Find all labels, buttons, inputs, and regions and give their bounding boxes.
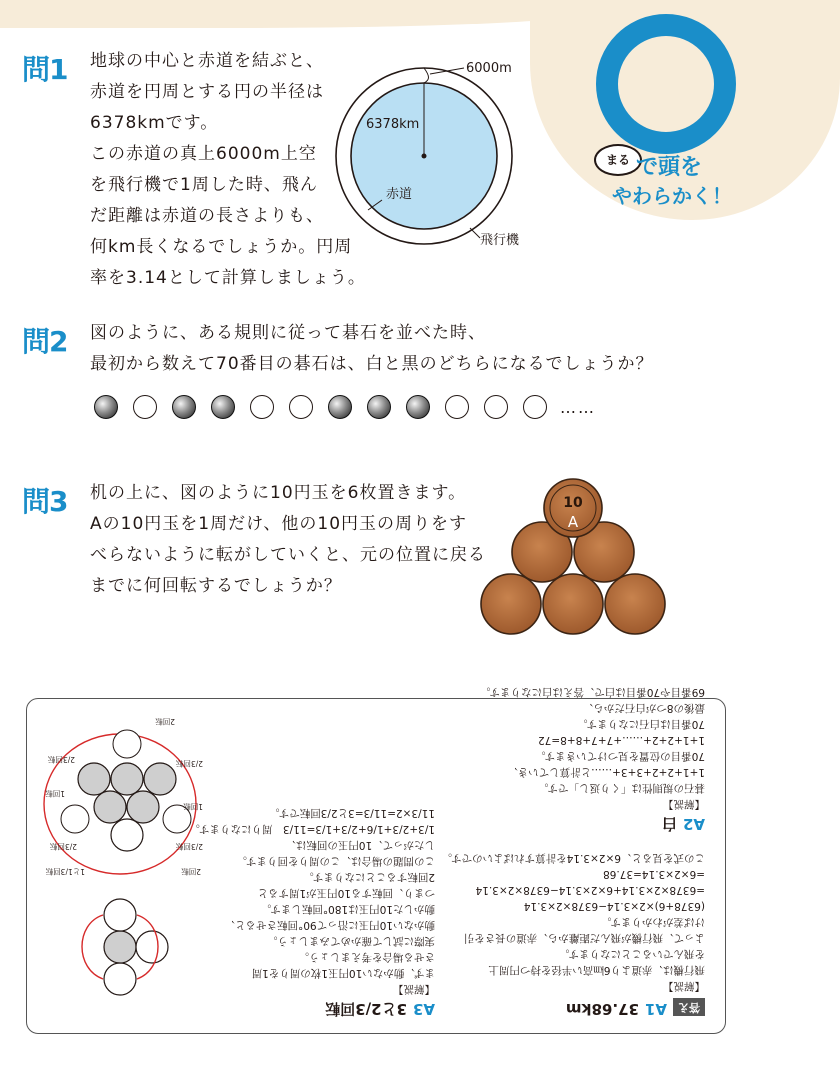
coin-row-bottom <box>481 574 665 634</box>
fixed-coin <box>127 791 159 823</box>
answer-3-label: A3 <box>412 1000 435 1018</box>
fixed-coin <box>144 763 176 795</box>
answer-box <box>26 686 726 1034</box>
q3-line: までに何回転するでしょうか？ <box>90 576 342 596</box>
a1-line: =6×2×3.14=37.68 <box>603 868 705 880</box>
a2-line: 碁石の規則性は「くり返し」です。 <box>537 782 705 794</box>
q3-line: 机の上に、図のように10円玉を6枚置きます。 <box>90 483 467 503</box>
center-point <box>422 154 427 159</box>
fixed-coin <box>78 763 110 795</box>
a2-line: 70番目は白石になります。 <box>576 718 705 730</box>
coin-triangle-diagram <box>478 478 678 658</box>
plane-leader-line <box>470 228 480 238</box>
q3-line: べらないように転がしていくと、元の位置に戻る <box>90 545 486 565</box>
q3-line: Aの10円玉を1周だけ、他の10円玉の周りをす <box>90 514 468 534</box>
a2-line: 最後の8つが白石だから、 <box>582 702 705 714</box>
coin <box>113 730 141 758</box>
rotation-label: 2/3回転 <box>47 755 75 764</box>
earth-orbit-diagram <box>330 50 530 250</box>
a3-line: 動かない10円玉に沿って90°回転させると、 <box>224 919 435 931</box>
coin <box>136 931 168 963</box>
a1-line: よって、飛行機が飛んだ距離から、赤道の長さを引 <box>463 932 705 944</box>
a3-line: 1/3+2/3+1/6+2/3+1/3=11/3 周りになります。 <box>189 823 435 835</box>
rotation-label: 1回転 <box>183 802 203 811</box>
rotation-label: 2/3回転 <box>175 759 203 768</box>
black-go-stone <box>367 395 391 419</box>
altitude-label: 6000m <box>466 61 512 76</box>
q1-line: 何km長くなるでしょうか。円周 <box>90 237 353 257</box>
rotation-label: 2回転 <box>181 867 201 876</box>
q1-line: 地球の中心と赤道を結ぶと、 <box>90 51 324 71</box>
top-background-band <box>0 0 600 28</box>
a2-line: 1+1+2+2+3+3+……と計算していき、 <box>507 766 705 778</box>
a3-line: この問題の場合は、この周りを回ります。 <box>236 855 435 867</box>
rotation-label: 1回転 <box>45 789 65 798</box>
coin <box>543 574 603 634</box>
coin-a <box>544 479 602 537</box>
answer-1-heading <box>480 998 705 1017</box>
coin <box>605 574 665 634</box>
answer-1-value: 37.68km <box>565 1000 639 1018</box>
stone-ellipsis: …… <box>560 397 596 417</box>
answer-2-label: A2 <box>682 815 705 833</box>
q1-line: だ距離は赤道の長さよりも、 <box>90 206 324 226</box>
white-go-stone <box>289 395 313 419</box>
white-go-stone <box>523 395 547 419</box>
coin <box>111 819 143 851</box>
a3-line: させる場合を考えましょう。 <box>298 951 435 963</box>
plane-label: 飛行機 <box>480 233 520 248</box>
rotation-label: 1と1/3回転 <box>45 867 85 876</box>
answer-1-column <box>441 684 705 1018</box>
answer-3-figures <box>35 709 205 1019</box>
q1-line: を飛行機で1周した時、飛ん <box>90 175 318 195</box>
fixed-coin <box>111 763 143 795</box>
rotation-label: 2/3回転 <box>49 842 77 851</box>
question-3-text <box>90 478 486 602</box>
single-coin-rotation-figure <box>82 899 168 995</box>
white-go-stone <box>484 395 508 419</box>
answer-1-label: A1 <box>644 1000 667 1018</box>
a2-line: 69番目や70番目は白で、答えは白になります。 <box>479 686 705 698</box>
black-go-stone <box>172 395 196 419</box>
question-2-label: 問2 <box>22 325 68 358</box>
answer-3-column <box>189 805 435 1018</box>
a3-line: 実際に試して確かめてみましょう。 <box>267 935 435 947</box>
logo-speech-bubble: まる <box>594 144 642 176</box>
answer-3-heading <box>235 1001 435 1017</box>
a3-line: 動かした10円玉は180°回転します。 <box>260 903 435 915</box>
a3-line: したがって、10円玉の回転は、 <box>285 839 435 851</box>
answer-2-value: 白 <box>661 815 677 833</box>
a2-line: 70番目の位置を見つけていきます。 <box>534 750 705 762</box>
black-go-stone <box>328 395 352 419</box>
a1-line: この式を見ると、6×2×3.14を計算すればよいのです。 <box>441 852 705 864</box>
coin-value: 10 <box>563 495 583 511</box>
a1-line: 【解説】 <box>663 980 705 992</box>
maru-logo-ring <box>596 14 736 154</box>
a1-line: けば差がわかります。 <box>600 916 705 928</box>
go-stone-sequence <box>94 395 596 419</box>
a1-line: (6378+6)×2×3.14−6378×2×3.14 <box>523 900 705 912</box>
question-1-text <box>90 46 366 294</box>
white-go-stone <box>445 395 469 419</box>
rotation-label: 2/3回転 <box>175 842 203 851</box>
coin <box>61 805 89 833</box>
answer-2-heading <box>480 816 705 832</box>
q1-line: 率を3.14として計算しましょう。 <box>90 268 366 288</box>
equator-label: 赤道 <box>386 187 413 202</box>
question-1-label: 問1 <box>22 53 68 86</box>
q1-line: この赤道の真上6000m上空 <box>90 144 317 164</box>
six-coin-rotation-figure <box>44 730 196 874</box>
q1-line: 赤道を円周とする円の半径は <box>90 82 324 102</box>
a1-line: =6378×2×3.14+6×2×3.14−6378×2×3.14 <box>475 884 705 896</box>
a3-line: つまり、回転する10円玉が1周すると <box>257 887 435 899</box>
coin-letter: A <box>567 513 579 531</box>
answer-3-value: 3と2/3回転 <box>325 1000 407 1018</box>
black-go-stone <box>211 395 235 419</box>
a1-line: 飛行機は、赤道より6㎞高い半径を持つ円周上 <box>488 964 705 976</box>
question-2-text <box>90 318 653 380</box>
white-go-stone <box>250 395 274 419</box>
logo-title-line1: で頭を <box>636 155 703 180</box>
black-go-stone <box>94 395 118 419</box>
a2-line: 【解説】 <box>663 798 705 810</box>
q2-line: 図のように、ある規則に従って碁石を並べた時、 <box>90 323 486 343</box>
fixed-coin <box>104 931 136 963</box>
answer-box-rotated-content <box>27 686 725 1033</box>
coin <box>481 574 541 634</box>
a3-line: 【解説】 <box>393 983 435 995</box>
rotation-label: 2回転 <box>155 717 175 726</box>
a2-line: 1+1+2+2+……+7+7+8+8=72 <box>538 734 705 746</box>
q1-line: 6378kmです。 <box>90 113 219 133</box>
question-3-label: 問3 <box>22 485 68 518</box>
coin <box>104 963 136 995</box>
radius-label: 6378km <box>366 117 420 132</box>
fixed-coin <box>94 791 126 823</box>
q2-line: 最初から数えて70番目の碁石は、白と黒のどちらになるでしょうか？ <box>90 354 654 374</box>
rotation-arrow <box>82 915 103 979</box>
coin <box>104 899 136 931</box>
a3-line: 11/3×2=11/3=3と2/3回転です。 <box>269 807 435 819</box>
logo-title-line2: やわらかく！ <box>612 184 732 208</box>
white-go-stone <box>133 395 157 419</box>
a1-line: を飛んでいることになります。 <box>558 948 705 960</box>
black-go-stone <box>406 395 430 419</box>
a3-line: 2回転することになります。 <box>303 871 435 883</box>
a3-line: まず、動かない10円玉1枚の周りを1周 <box>251 967 435 979</box>
answer-tag: 答え <box>673 998 705 1016</box>
